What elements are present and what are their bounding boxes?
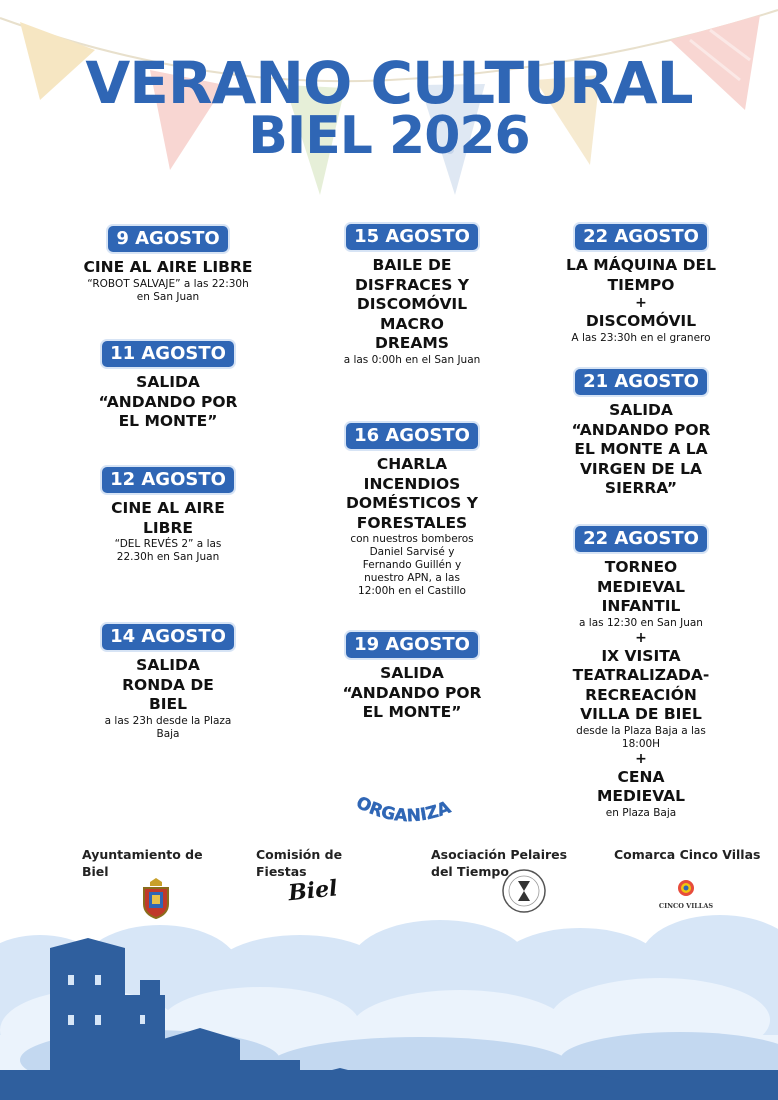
date-badge: 22 AGOSTO — [575, 526, 707, 552]
event-detail: A las 23:30h en el granero — [571, 331, 711, 344]
event-name: CHARLA INCENDIOS DOMÉSTICOS Y FORESTALES — [346, 455, 478, 532]
event-name: LA MÁQUINA DEL TIEMPO — [566, 256, 716, 294]
date-badge: 22 AGOSTO — [575, 224, 707, 250]
event-name: SALIDA “ANDANDO POR EL MONTE” — [98, 373, 238, 430]
svg-text:ORGANIZA — [353, 796, 455, 826]
event-name: BAILE DE DISFRACES Y DISCOMÓVIL MACRO DREAMS — [354, 256, 470, 352]
event-detail: “DEL REVÉS 2” a las 22.30h en San Juan — [114, 538, 222, 563]
event-name-secondary: IX VISITA TEATRALIZADA-RECREACIÓN VILLA DE BIEL — [572, 646, 710, 723]
plus-sign: + — [635, 629, 647, 646]
organizer-name: Comisión de Fiestas — [256, 847, 343, 879]
event-card — [302, 224, 522, 367]
plus-sign: + — [635, 750, 647, 767]
coat-of-arms-icon — [140, 876, 172, 920]
event-card — [58, 341, 278, 432]
date-badge: 14 AGOSTO — [102, 624, 234, 650]
svg-text:CINCO VILLAS: CINCO VILLAS — [658, 902, 714, 910]
event-detail: a las 23h desde la Plaza Baja — [104, 714, 232, 740]
event-card — [531, 224, 751, 345]
date-badge: 9 AGOSTO — [108, 226, 227, 252]
event-detail: con nuestros bomberos Daniel Sarvisé y Fernando Guillén y nuestro APN, a las 12:00h en el Castillo — [350, 533, 474, 597]
event-detail: a las 0:00h en el San Juan — [343, 353, 481, 366]
organizer-name: Asociación Pelaires del Tiempo — [431, 847, 568, 879]
plus-sign: + — [635, 295, 647, 311]
event-name: TORNEO MEDIEVAL INFANTIL — [596, 558, 686, 615]
event-card — [531, 526, 751, 820]
date-badge: 12 AGOSTO — [102, 467, 234, 493]
event-detail: “ROBOT SALVAJE” a las 22:30h en San Juan — [87, 277, 249, 303]
event-name: CINE AL AIRE LIBRE — [111, 499, 225, 537]
event-card — [531, 369, 751, 499]
event-name: CINE AL AIRE LIBRE — [83, 258, 253, 276]
svg-text:Biel: Biel — [286, 875, 339, 907]
event-card — [58, 226, 278, 304]
cinco-villas-logo — [658, 868, 714, 914]
date-badge: 16 AGOSTO — [346, 423, 478, 449]
event-name-tertiary: CENA MEDIEVAL — [596, 767, 686, 805]
organiza-text: ORGANIZA — [352, 796, 454, 827]
organizer-name: Ayuntamiento de Biel — [82, 847, 203, 879]
organizer-name: Comarca Cinco Villas — [614, 847, 761, 862]
date-badge: 21 AGOSTO — [575, 369, 707, 395]
event-name: SALIDA “ANDANDO POR EL MONTE A LA VIRGEN DE LA SIERRA” — [571, 401, 711, 497]
village-skyline-decoration — [0, 920, 778, 1100]
event-card — [58, 624, 278, 741]
date-badge: 19 AGOSTO — [346, 632, 478, 658]
biel-logo — [286, 872, 339, 907]
page-subtitle: BIEL 2026 — [248, 106, 530, 166]
page-title: VERANO CULTURAL — [85, 49, 693, 117]
event-name-secondary: DISCOMÓVIL — [585, 312, 697, 330]
event-card — [302, 632, 522, 723]
event-detail-tertiary: en Plaza Baja — [605, 806, 677, 819]
date-badge: 11 AGOSTO — [102, 341, 234, 367]
event-name: SALIDA RONDA DE BIEL — [122, 656, 214, 713]
event-name: SALIDA “ANDANDO POR EL MONTE” — [342, 664, 482, 721]
event-card — [58, 467, 278, 564]
organiza-label — [350, 796, 460, 830]
event-card — [302, 423, 522, 598]
event-detail-secondary: desde la Plaza Baja a las 18:00H — [576, 724, 706, 750]
date-badge: 15 AGOSTO — [346, 224, 478, 250]
hourglass-seal-icon — [501, 868, 547, 914]
event-detail: a las 12:30 en San Juan — [579, 616, 703, 629]
